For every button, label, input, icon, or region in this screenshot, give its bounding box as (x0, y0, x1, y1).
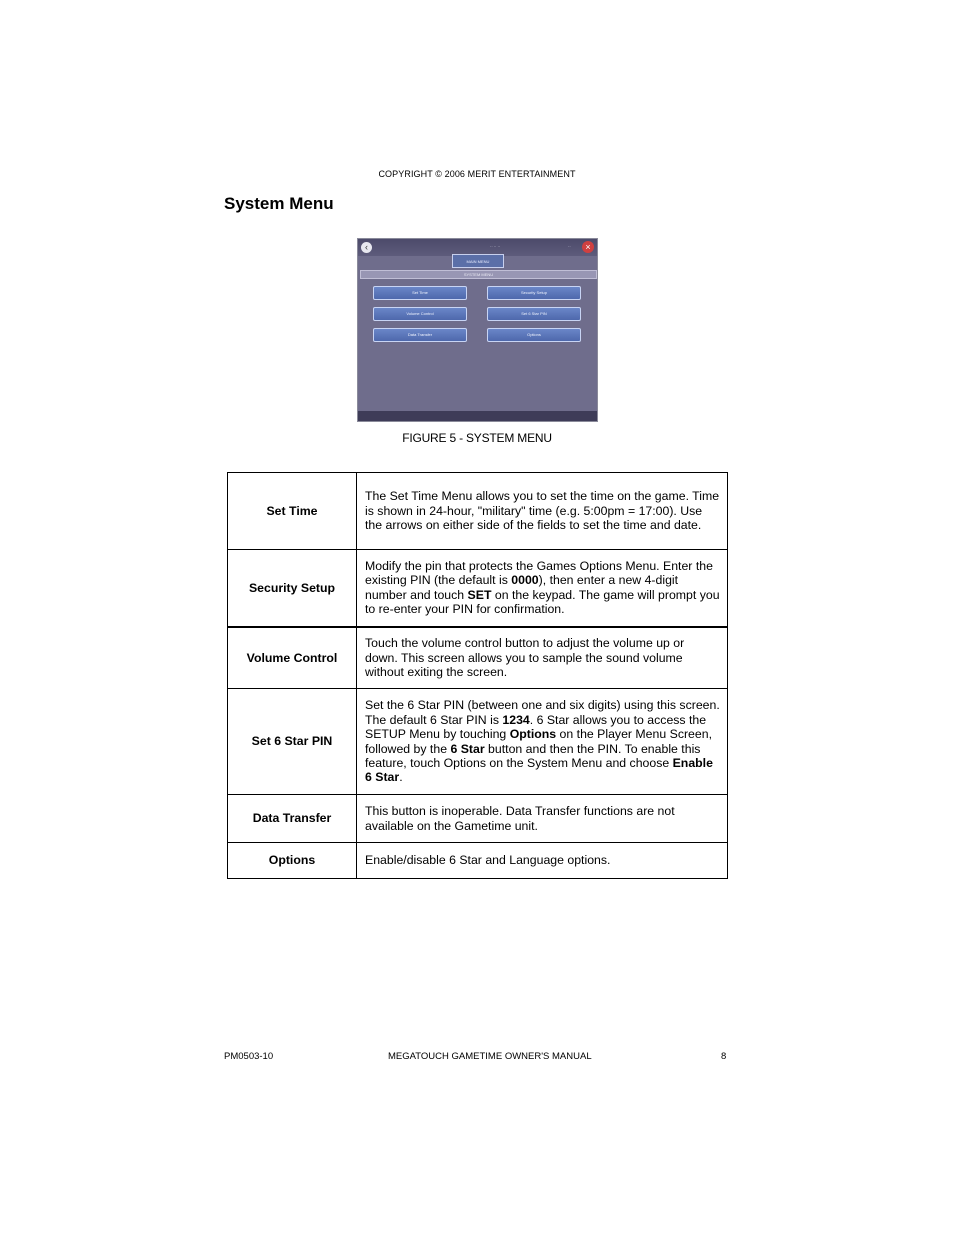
table-row (228, 473, 728, 550)
row-description: The Set Time Menu allows you to set the time on the game. Time is shown in 24-hour, "military" time (e.g. 5:00pm = 17:00). Use the arrows on either side of the fields to set the time and date. (357, 473, 728, 550)
table-row (228, 627, 728, 689)
row-description: Enable/disable 6 Star and Language options. (357, 843, 728, 879)
footer-manual-title: MEGATOUCH GAMETIME OWNER'S MANUAL (388, 1051, 592, 1062)
back-arrow-icon: ‹ (361, 242, 372, 253)
close-icon: × (582, 241, 594, 253)
row-label: Set 6 Star PIN (228, 689, 357, 795)
row-label: Security Setup (228, 550, 357, 627)
footer-page-number: 8 (721, 1051, 727, 1062)
footer-doc-number: PM0503-10 (224, 1051, 274, 1062)
table-row (228, 795, 728, 843)
main-menu-button: MAIN MENU (452, 254, 504, 268)
row-label: Volume Control (228, 627, 357, 689)
row-description: Set the 6 Star PIN (between one and six digits) using this screen. The default 6 Star PIN is 1234. 6 Star allows you to access the SETUP Menu by touching Options on the Player Menu Screen, followed by the 6 Star button and then the PIN. To enable this feature, touch Options on the System Menu and choose Enable 6 Star. (357, 689, 728, 795)
table-row (228, 550, 728, 627)
row-label: Data Transfer (228, 795, 357, 843)
screen-data-transfer-button: Data Transfer (373, 328, 467, 342)
row-description: This button is inoperable. Data Transfer functions are not available on the Gametime unit. (357, 795, 728, 843)
screen-volume-control-button: Volume Control (373, 307, 467, 321)
table-row (228, 689, 728, 795)
screen-bottom-bar (358, 411, 597, 421)
screen-options-button: Options (487, 328, 581, 342)
system-menu-screenshot (357, 238, 598, 422)
table-row (228, 843, 728, 879)
screen-time-text: ·· (568, 244, 571, 249)
system-menu-table (227, 472, 728, 879)
system-menu-strip: SYSTEM MENU (360, 270, 597, 279)
screen-set-6-star-pin-button: Set 6 Star PIN (487, 307, 581, 321)
screen-set-time-button: Set Time (373, 286, 467, 300)
row-description: Modify the pin that protects the Games Options Menu. Enter the existing PIN (the default is 0000), then enter a new 4-digit number and touch SET on the keypad. The game will prompt you to re-enter your PIN for confirmation. (357, 550, 728, 627)
screen-security-setup-button: Security Setup (487, 286, 581, 300)
section-title: System Menu (224, 194, 334, 213)
figure-caption: FIGURE 5 - SYSTEM MENU (402, 431, 552, 445)
screen-date-text: ·· ·· ·· (490, 244, 501, 249)
row-label: Set Time (228, 473, 357, 550)
row-label: Options (228, 843, 357, 879)
copyright-header: COPYRIGHT © 2006 MERIT ENTERTAINMENT (378, 169, 576, 179)
row-description: Touch the volume control button to adjust the volume up or down. This screen allows you to sample the sound volume without exiting the screen. (357, 627, 728, 689)
